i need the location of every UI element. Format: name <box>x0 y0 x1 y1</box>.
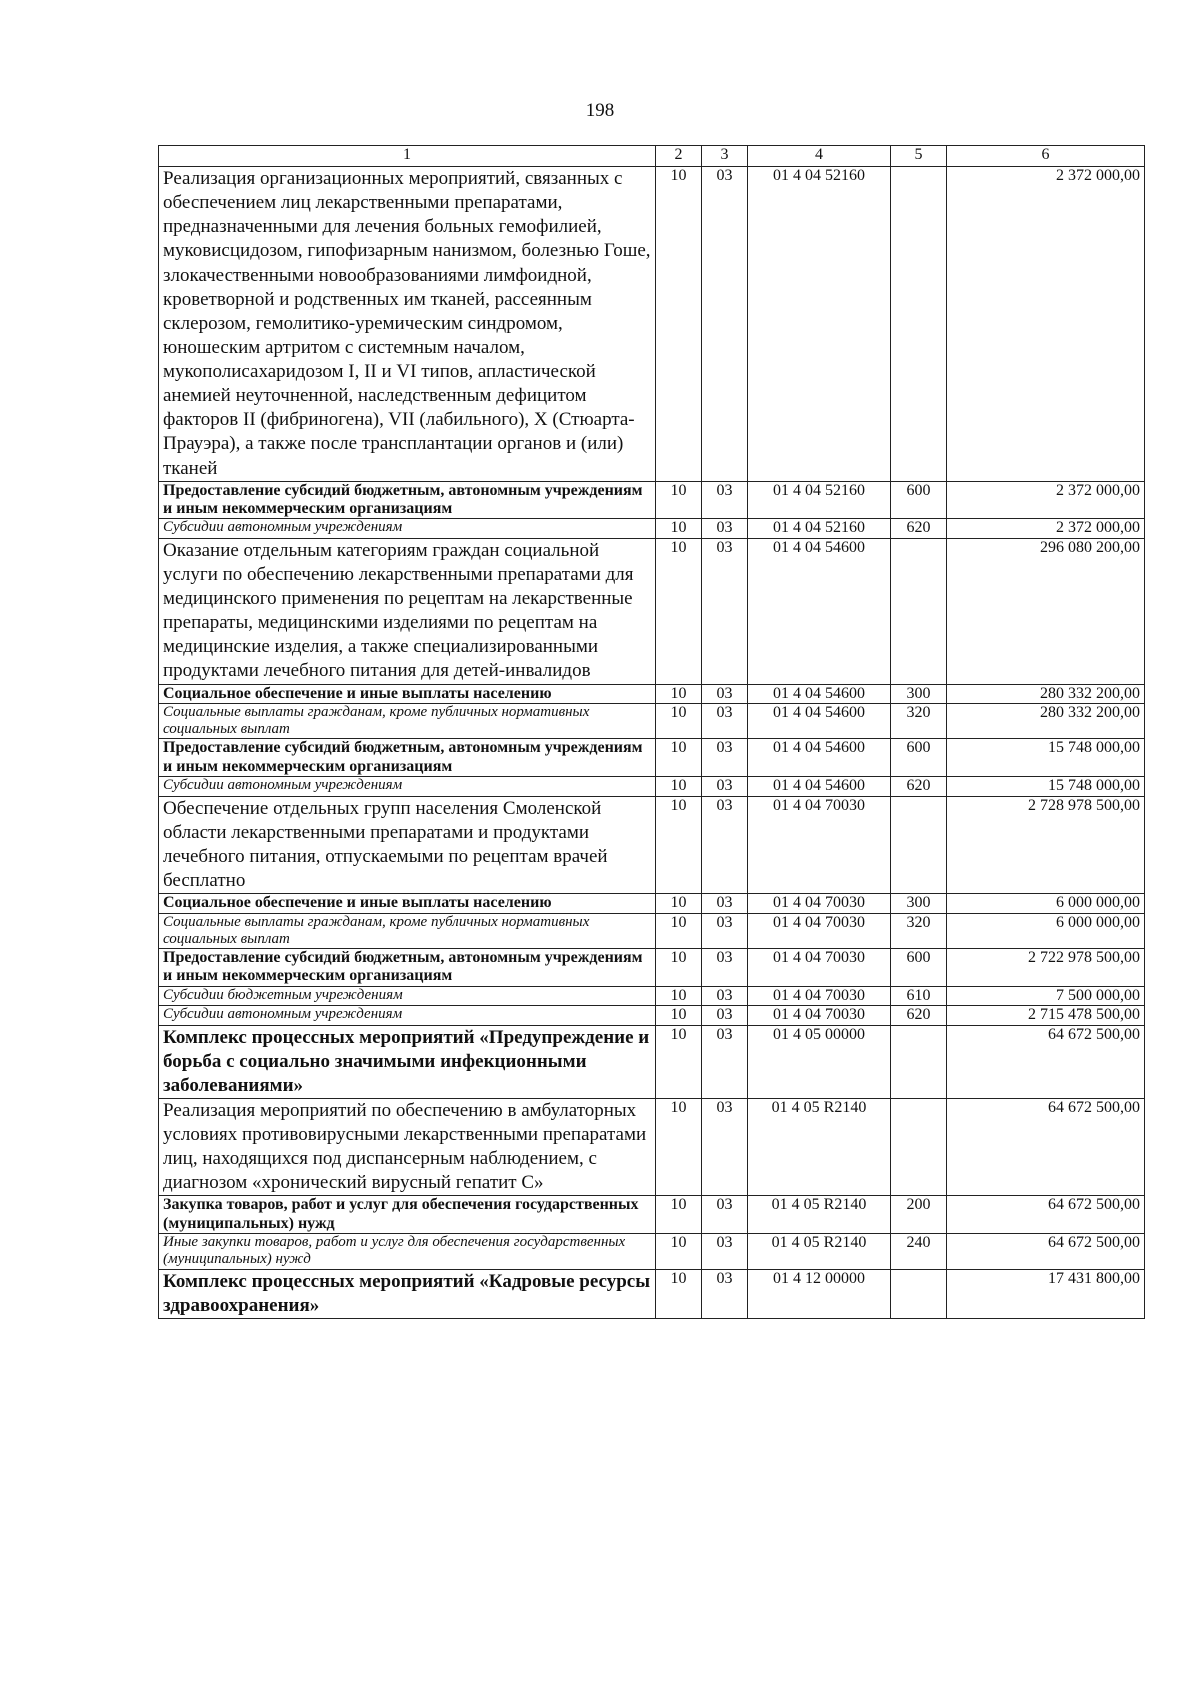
row-name: Субсидии бюджетным учреждениям <box>159 986 656 1005</box>
row-expense-type: 240 <box>891 1234 947 1270</box>
row-target-code: 01 4 12 00000 <box>748 1269 891 1318</box>
row-expense-type: 200 <box>891 1196 947 1234</box>
row-section: 10 <box>656 1025 702 1098</box>
row-amount: 2 372 000,00 <box>947 481 1145 519</box>
row-amount: 17 431 800,00 <box>947 1269 1145 1318</box>
row-amount: 2 722 978 500,00 <box>947 949 1145 987</box>
row-expense-type: 600 <box>891 739 947 777</box>
row-amount: 6 000 000,00 <box>947 894 1145 913</box>
row-section: 10 <box>656 913 702 949</box>
row-expense-type: 610 <box>891 986 947 1005</box>
row-name: Субсидии автономным учреждениям <box>159 777 656 796</box>
row-subsection: 03 <box>702 777 748 796</box>
row-target-code: 01 4 04 52160 <box>748 167 891 482</box>
row-expense-type: 320 <box>891 913 947 949</box>
row-amount: 64 672 500,00 <box>947 1234 1145 1270</box>
row-subsection: 03 <box>702 913 748 949</box>
row-name: Субсидии автономным учреждениям <box>159 519 656 538</box>
row-subsection: 03 <box>702 894 748 913</box>
row-amount: 15 748 000,00 <box>947 777 1145 796</box>
header-col-3: 3 <box>702 146 748 167</box>
row-target-code: 01 4 05 R2140 <box>748 1196 891 1234</box>
row-name: Субсидии автономным учреждениям <box>159 1006 656 1025</box>
table-row <box>159 703 1145 739</box>
row-section: 10 <box>656 1234 702 1270</box>
row-target-code: 01 4 04 70030 <box>748 949 891 987</box>
row-amount: 2 728 978 500,00 <box>947 796 1145 894</box>
row-section: 10 <box>656 481 702 519</box>
row-name: Комплекс процессных мероприятий «Предупреждение и борьба с социально значимыми инфекционными заболеваниями» <box>159 1025 656 1098</box>
row-target-code: 01 4 05 R2140 <box>748 1098 891 1196</box>
table-row <box>159 1098 1145 1196</box>
row-amount: 2 715 478 500,00 <box>947 1006 1145 1025</box>
row-subsection: 03 <box>702 167 748 482</box>
row-name: Предоставление субсидий бюджетным, автономным учреждениям и иным некоммерческим организациям <box>159 481 656 519</box>
row-subsection: 03 <box>702 1234 748 1270</box>
table-row <box>159 481 1145 519</box>
row-expense-type <box>891 1098 947 1196</box>
table-row <box>159 894 1145 913</box>
row-amount: 280 332 200,00 <box>947 703 1145 739</box>
row-section: 10 <box>656 1269 702 1318</box>
row-amount: 64 672 500,00 <box>947 1025 1145 1098</box>
row-target-code: 01 4 04 70030 <box>748 913 891 949</box>
row-expense-type: 600 <box>891 949 947 987</box>
row-name: Социальные выплаты гражданам, кроме публичных нормативных социальных выплат <box>159 703 656 739</box>
row-expense-type: 620 <box>891 1006 947 1025</box>
row-amount: 2 372 000,00 <box>947 167 1145 482</box>
row-name: Закупка товаров, работ и услуг для обеспечения государственных (муниципальных) нужд <box>159 1196 656 1234</box>
row-expense-type <box>891 167 947 482</box>
table-row <box>159 684 1145 703</box>
row-target-code: 01 4 04 70030 <box>748 986 891 1005</box>
row-section: 10 <box>656 777 702 796</box>
header-row <box>159 146 1145 167</box>
row-expense-type: 620 <box>891 777 947 796</box>
table-row <box>159 1234 1145 1270</box>
row-target-code: 01 4 05 00000 <box>748 1025 891 1098</box>
row-target-code: 01 4 05 R2140 <box>748 1234 891 1270</box>
row-expense-type <box>891 538 947 684</box>
row-subsection: 03 <box>702 739 748 777</box>
table-row <box>159 538 1145 684</box>
row-name: Обеспечение отдельных групп населения Смоленской области лекарственными препаратами и продуктами лечебного питания, отпускаемыми по рецептам врачей бесплатно <box>159 796 656 894</box>
row-expense-type: 300 <box>891 894 947 913</box>
row-target-code: 01 4 04 54600 <box>748 538 891 684</box>
table-row <box>159 777 1145 796</box>
row-amount: 15 748 000,00 <box>947 739 1145 777</box>
row-section: 10 <box>656 739 702 777</box>
header-col-5: 5 <box>891 146 947 167</box>
row-subsection: 03 <box>702 796 748 894</box>
row-name: Социальное обеспечение и иные выплаты населению <box>159 684 656 703</box>
table-row <box>159 949 1145 987</box>
row-target-code: 01 4 04 54600 <box>748 684 891 703</box>
row-name: Комплекс процессных мероприятий «Кадровые ресурсы здравоохранения» <box>159 1269 656 1318</box>
row-target-code: 01 4 04 70030 <box>748 894 891 913</box>
row-section: 10 <box>656 684 702 703</box>
row-amount: 6 000 000,00 <box>947 913 1145 949</box>
row-name: Оказание отдельным категориям граждан социальной услуги по обеспечению лекарственными препаратами для медицинского применения по рецептам на лекарственные препараты, медицинскими изделиями по рецептам на медицинские изделия, а также специализированными продуктами лечебного питания для детей-инвалидов <box>159 538 656 684</box>
row-section: 10 <box>656 894 702 913</box>
row-subsection: 03 <box>702 703 748 739</box>
row-expense-type: 300 <box>891 684 947 703</box>
row-name: Иные закупки товаров, работ и услуг для обеспечения государственных (муниципальных) нужд <box>159 1234 656 1270</box>
row-subsection: 03 <box>702 1025 748 1098</box>
table-row <box>159 1025 1145 1098</box>
row-subsection: 03 <box>702 519 748 538</box>
row-name: Реализация организационных мероприятий, связанных с обеспечением лиц лекарственными препаратами, предназначенными для лечения больных гемофилией, муковисцидозом, гипофизарным нанизмом, болезнью Гоше, злокачественными новообразованиями лимфоидной, кроветворной и родственных им тканей, рассеянным склерозом, гемолитико-уремическим синдромом, юношеским артритом с системным началом, мукополисахаридозом I, II и VI типов, апластической анемией неуточненной, наследственным дефицитом факторов II (фибриногена), VII (лабильного), X (Стюарта-Прауэра), а также после трансплантации органов и (или) тканей <box>159 167 656 482</box>
table-row <box>159 1006 1145 1025</box>
row-section: 10 <box>656 986 702 1005</box>
row-amount: 280 332 200,00 <box>947 684 1145 703</box>
row-target-code: 01 4 04 52160 <box>748 481 891 519</box>
row-amount: 2 372 000,00 <box>947 519 1145 538</box>
row-subsection: 03 <box>702 1006 748 1025</box>
row-name: Предоставление субсидий бюджетным, автономным учреждениям и иным некоммерческим организациям <box>159 949 656 987</box>
row-amount: 7 500 000,00 <box>947 986 1145 1005</box>
row-amount: 296 080 200,00 <box>947 538 1145 684</box>
row-subsection: 03 <box>702 684 748 703</box>
row-target-code: 01 4 04 70030 <box>748 796 891 894</box>
row-section: 10 <box>656 703 702 739</box>
row-section: 10 <box>656 519 702 538</box>
header-col-6: 6 <box>947 146 1145 167</box>
table-row <box>159 1196 1145 1234</box>
row-expense-type: 620 <box>891 519 947 538</box>
row-target-code: 01 4 04 52160 <box>748 519 891 538</box>
row-target-code: 01 4 04 70030 <box>748 1006 891 1025</box>
row-name: Социальные выплаты гражданам, кроме публичных нормативных социальных выплат <box>159 913 656 949</box>
row-section: 10 <box>656 796 702 894</box>
row-subsection: 03 <box>702 949 748 987</box>
row-expense-type <box>891 796 947 894</box>
row-target-code: 01 4 04 54600 <box>748 703 891 739</box>
header-col-1: 1 <box>159 146 656 167</box>
row-name: Социальное обеспечение и иные выплаты населению <box>159 894 656 913</box>
row-subsection: 03 <box>702 1098 748 1196</box>
row-expense-type <box>891 1269 947 1318</box>
row-subsection: 03 <box>702 986 748 1005</box>
table-row <box>159 796 1145 894</box>
row-section: 10 <box>656 1196 702 1234</box>
row-name: Реализация мероприятий по обеспечению в амбулаторных условиях противовирусными лекарственными препаратами лиц, находящихся под диспансерным наблюдением, с диагнозом «хронический вирусный гепатит С» <box>159 1098 656 1196</box>
header-col-4: 4 <box>748 146 891 167</box>
budget-table <box>158 145 1145 1319</box>
header-col-2: 2 <box>656 146 702 167</box>
row-subsection: 03 <box>702 481 748 519</box>
row-expense-type <box>891 1025 947 1098</box>
row-amount: 64 672 500,00 <box>947 1196 1145 1234</box>
table-row <box>159 913 1145 949</box>
table-row <box>159 167 1145 482</box>
row-section: 10 <box>656 167 702 482</box>
table-row <box>159 986 1145 1005</box>
row-section: 10 <box>656 949 702 987</box>
page-number: 198 <box>585 100 615 121</box>
row-subsection: 03 <box>702 1269 748 1318</box>
row-section: 10 <box>656 1006 702 1025</box>
table-row <box>159 519 1145 538</box>
row-subsection: 03 <box>702 538 748 684</box>
row-target-code: 01 4 04 54600 <box>748 739 891 777</box>
row-target-code: 01 4 04 54600 <box>748 777 891 796</box>
row-section: 10 <box>656 1098 702 1196</box>
row-section: 10 <box>656 538 702 684</box>
row-expense-type: 600 <box>891 481 947 519</box>
row-expense-type: 320 <box>891 703 947 739</box>
table-row <box>159 1269 1145 1318</box>
row-subsection: 03 <box>702 1196 748 1234</box>
row-name: Предоставление субсидий бюджетным, автономным учреждениям и иным некоммерческим организациям <box>159 739 656 777</box>
row-amount: 64 672 500,00 <box>947 1098 1145 1196</box>
table-row <box>159 739 1145 777</box>
